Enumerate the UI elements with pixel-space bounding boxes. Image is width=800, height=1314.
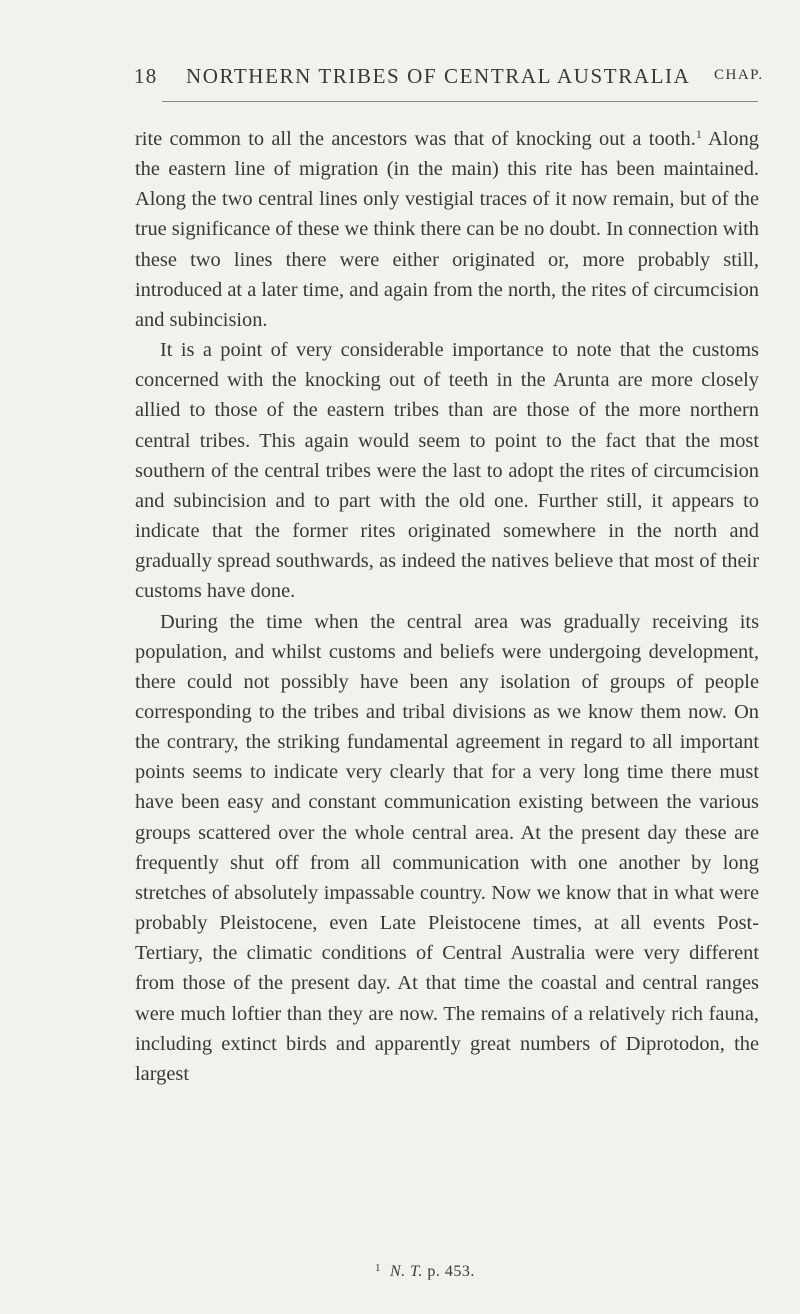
running-head: [134, 64, 764, 104]
footnote-source-abbrev: N. T.: [390, 1263, 423, 1280]
footnote-reference-mark: 1: [695, 127, 702, 141]
chapter-label: CHAP.: [714, 67, 764, 83]
body-text: [135, 124, 759, 1089]
paragraph-1-text-continued: Along the eastern line of migration (in the main) this rite has been maintained. Along the two central lines only vestigial traces of it now remain, but of the true significance of these we think there can be no doubt. In connection with these two lines there were either originated or, more probably still, introduced at a later time, and again from the north, the rites of circumcision and subincision.: [135, 128, 759, 331]
paragraph-1: [135, 124, 759, 335]
footnote-page-ref: p. 453.: [422, 1263, 475, 1280]
footnote: [375, 1262, 675, 1281]
header-rule: [162, 101, 758, 102]
footnote-number: 1: [375, 1262, 381, 1274]
running-title: NORTHERN TRIBES OF CENTRAL AUSTRALIA: [186, 64, 691, 88]
paragraph-1-text: rite common to all the ancestors was that of knocking out a tooth.: [135, 128, 696, 150]
paragraph-3: During the time when the central area was gradually receiving its population, and whilst customs and beliefs were undergoing development, there could not possibly have been any isolation of groups of people corresponding to the tribes and tribal divisions as we know them now. On the contrary, the striking fundamental agreement in regard to all important points seems to indicate very clearly that for a very long time there must have been easy and constant communication existing between the various groups scattered over the whole central area. At the present day these are frequently shut off from all communication with one another by long stretches of absolutely impassable country. Now we know that in what were probably Pleistocene, even Late Pleistocene times, at all events Post-Tertiary, the climatic conditions of Central Australia were very different from those of the present day. At that time the coastal and central ranges were much loftier than they are now. The remains of a relatively rich fauna, including extinct birds and apparently great numbers of Diprotodon, the largest: [135, 610, 759, 1085]
paragraph-2: It is a point of very considerable importance to note that the customs concerned with the knocking out of teeth in the Arunta are more closely allied to those of the eastern tribes than are those of the more northern central tribes. This again would seem to point to the fact that the most southern of the central tribes were the last to adopt the rites of circumcision and subincision and to part with the old one. Further still, it appears to indicate that the former rites originated somewhere in the north and gradually spread southwards, as indeed the natives believe that most of their customs have done.: [135, 339, 759, 603]
page-number: 18: [134, 64, 158, 88]
